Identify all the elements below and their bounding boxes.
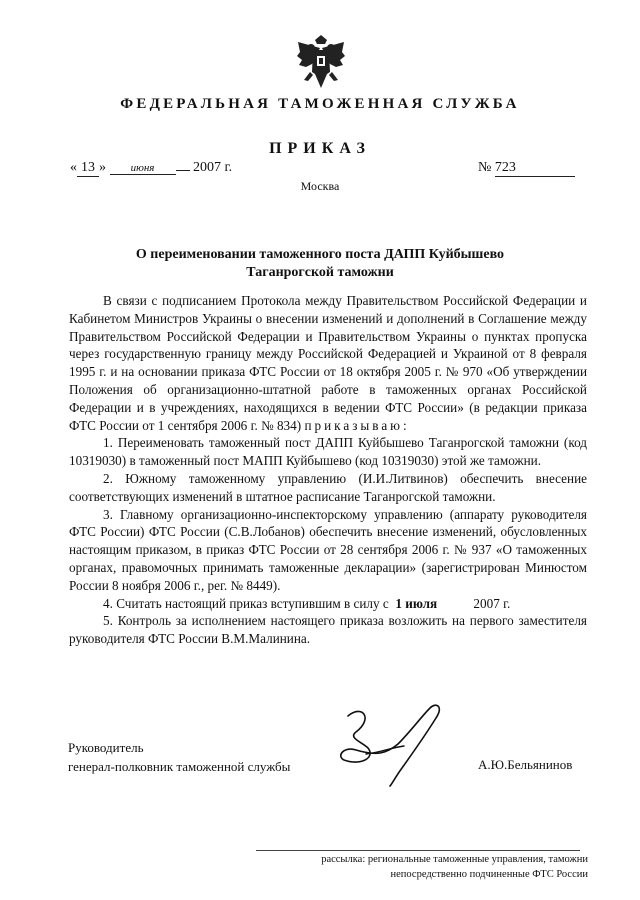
order-date	[70, 160, 232, 177]
order-number	[478, 160, 575, 177]
order-word: приказываю:	[304, 417, 410, 433]
preamble-text: В связи с подписанием Протокола между Правительством Российской Федерации и Кабинетом Министров Украины о внесении изменений и дополнений в Соглашение между Правительством Российской Федерации и Правительством Украины о пунктах пропуска через государственную границу между Российской Федерацией и Украиной от 8 февраля 1995 г. и на основании приказа ФТС России от 18 октября 2005 г. № 970 «Об утверждении Положения об организационно-штатной работе в таможенных органах Российской Федерации и в учреждениях, находящихся в ведении ФТС России» (в редакции приказа ФТС России от 1 сентября 2006 г. № 834)	[69, 293, 587, 433]
date-close-quote: »	[99, 160, 106, 175]
date-day: 13	[77, 160, 99, 177]
distribution-divider	[256, 850, 580, 851]
effective-year: 2007 г.	[473, 595, 511, 611]
signatory-name: А.Ю.Бельянинов	[478, 757, 573, 772]
agency-name: ФЕДЕРАЛЬНАЯ ТАМОЖЕННАЯ СЛУЖБА	[120, 96, 520, 112]
order-subject	[80, 246, 560, 282]
date-month: июня	[110, 162, 176, 175]
city: Москва	[300, 179, 340, 193]
order-item-2: 2. Южному таможенному управлению (И.И.Литвинов) обеспечить внесение соответствующих изменений в штатное расписание Таганрогской таможни.	[69, 470, 587, 504]
order-item-4	[69, 595, 587, 613]
subject-line-1: О переименовании таможенного поста ДАПП Куйбышево	[135, 247, 505, 262]
order-item-3: 3. Главному организационно-инспекторскому управлению (аппарату руководителя ФТС России) ФТС России (С.В.Лобанов) обеспечить внесение изменений, обусловленных настоящим приказом, в приказ ФТС России от 28 сентября 2006 г. № 937 «О таможенных органах, правомочных принимать таможенные декларации» (зарегистрирован Минюстом России 8 ноября 2006 г., рег. № 8449).	[69, 506, 587, 593]
signatory-title-line-2: генерал-полковник таможенной службы	[68, 759, 291, 774]
date-open-quote: «	[70, 160, 77, 175]
effective-date: 1 июля	[395, 595, 438, 611]
date-year: 2007 г.	[193, 160, 233, 175]
order-body	[69, 292, 587, 648]
handwritten-signature	[326, 702, 456, 788]
number-prefix: №	[478, 160, 492, 175]
subject-line-2: Таганрогской таможни	[246, 265, 394, 280]
item4-text: 4. Считать настоящий приказ вступившим в силу с	[103, 595, 389, 611]
signatory-title	[68, 738, 290, 776]
order-item-5: 5. Контроль за исполнением настоящего приказа возложить на первого заместителя руководителя ФТС России В.М.Малинина.	[69, 613, 587, 647]
distribution-line-1: рассылка: региональные таможенные управления, таможни	[321, 854, 588, 865]
state-emblem-icon	[296, 34, 346, 90]
distribution-list	[258, 852, 588, 882]
number-value: 723	[495, 160, 575, 177]
document-type-title: ПРИКАЗ	[269, 140, 371, 157]
order-item-1: 1. Переименовать таможенный пост ДАПП Куйбышево Таганрогской таможни (код 10319030) в таможенный пост МАПП Куйбышево (код 10319030) этой же таможни.	[69, 435, 587, 469]
signatory-title-line-1: Руководитель	[68, 740, 144, 755]
distribution-line-2: непосредственно подчиненные ФТС России	[390, 869, 588, 880]
preamble-paragraph	[69, 292, 587, 434]
